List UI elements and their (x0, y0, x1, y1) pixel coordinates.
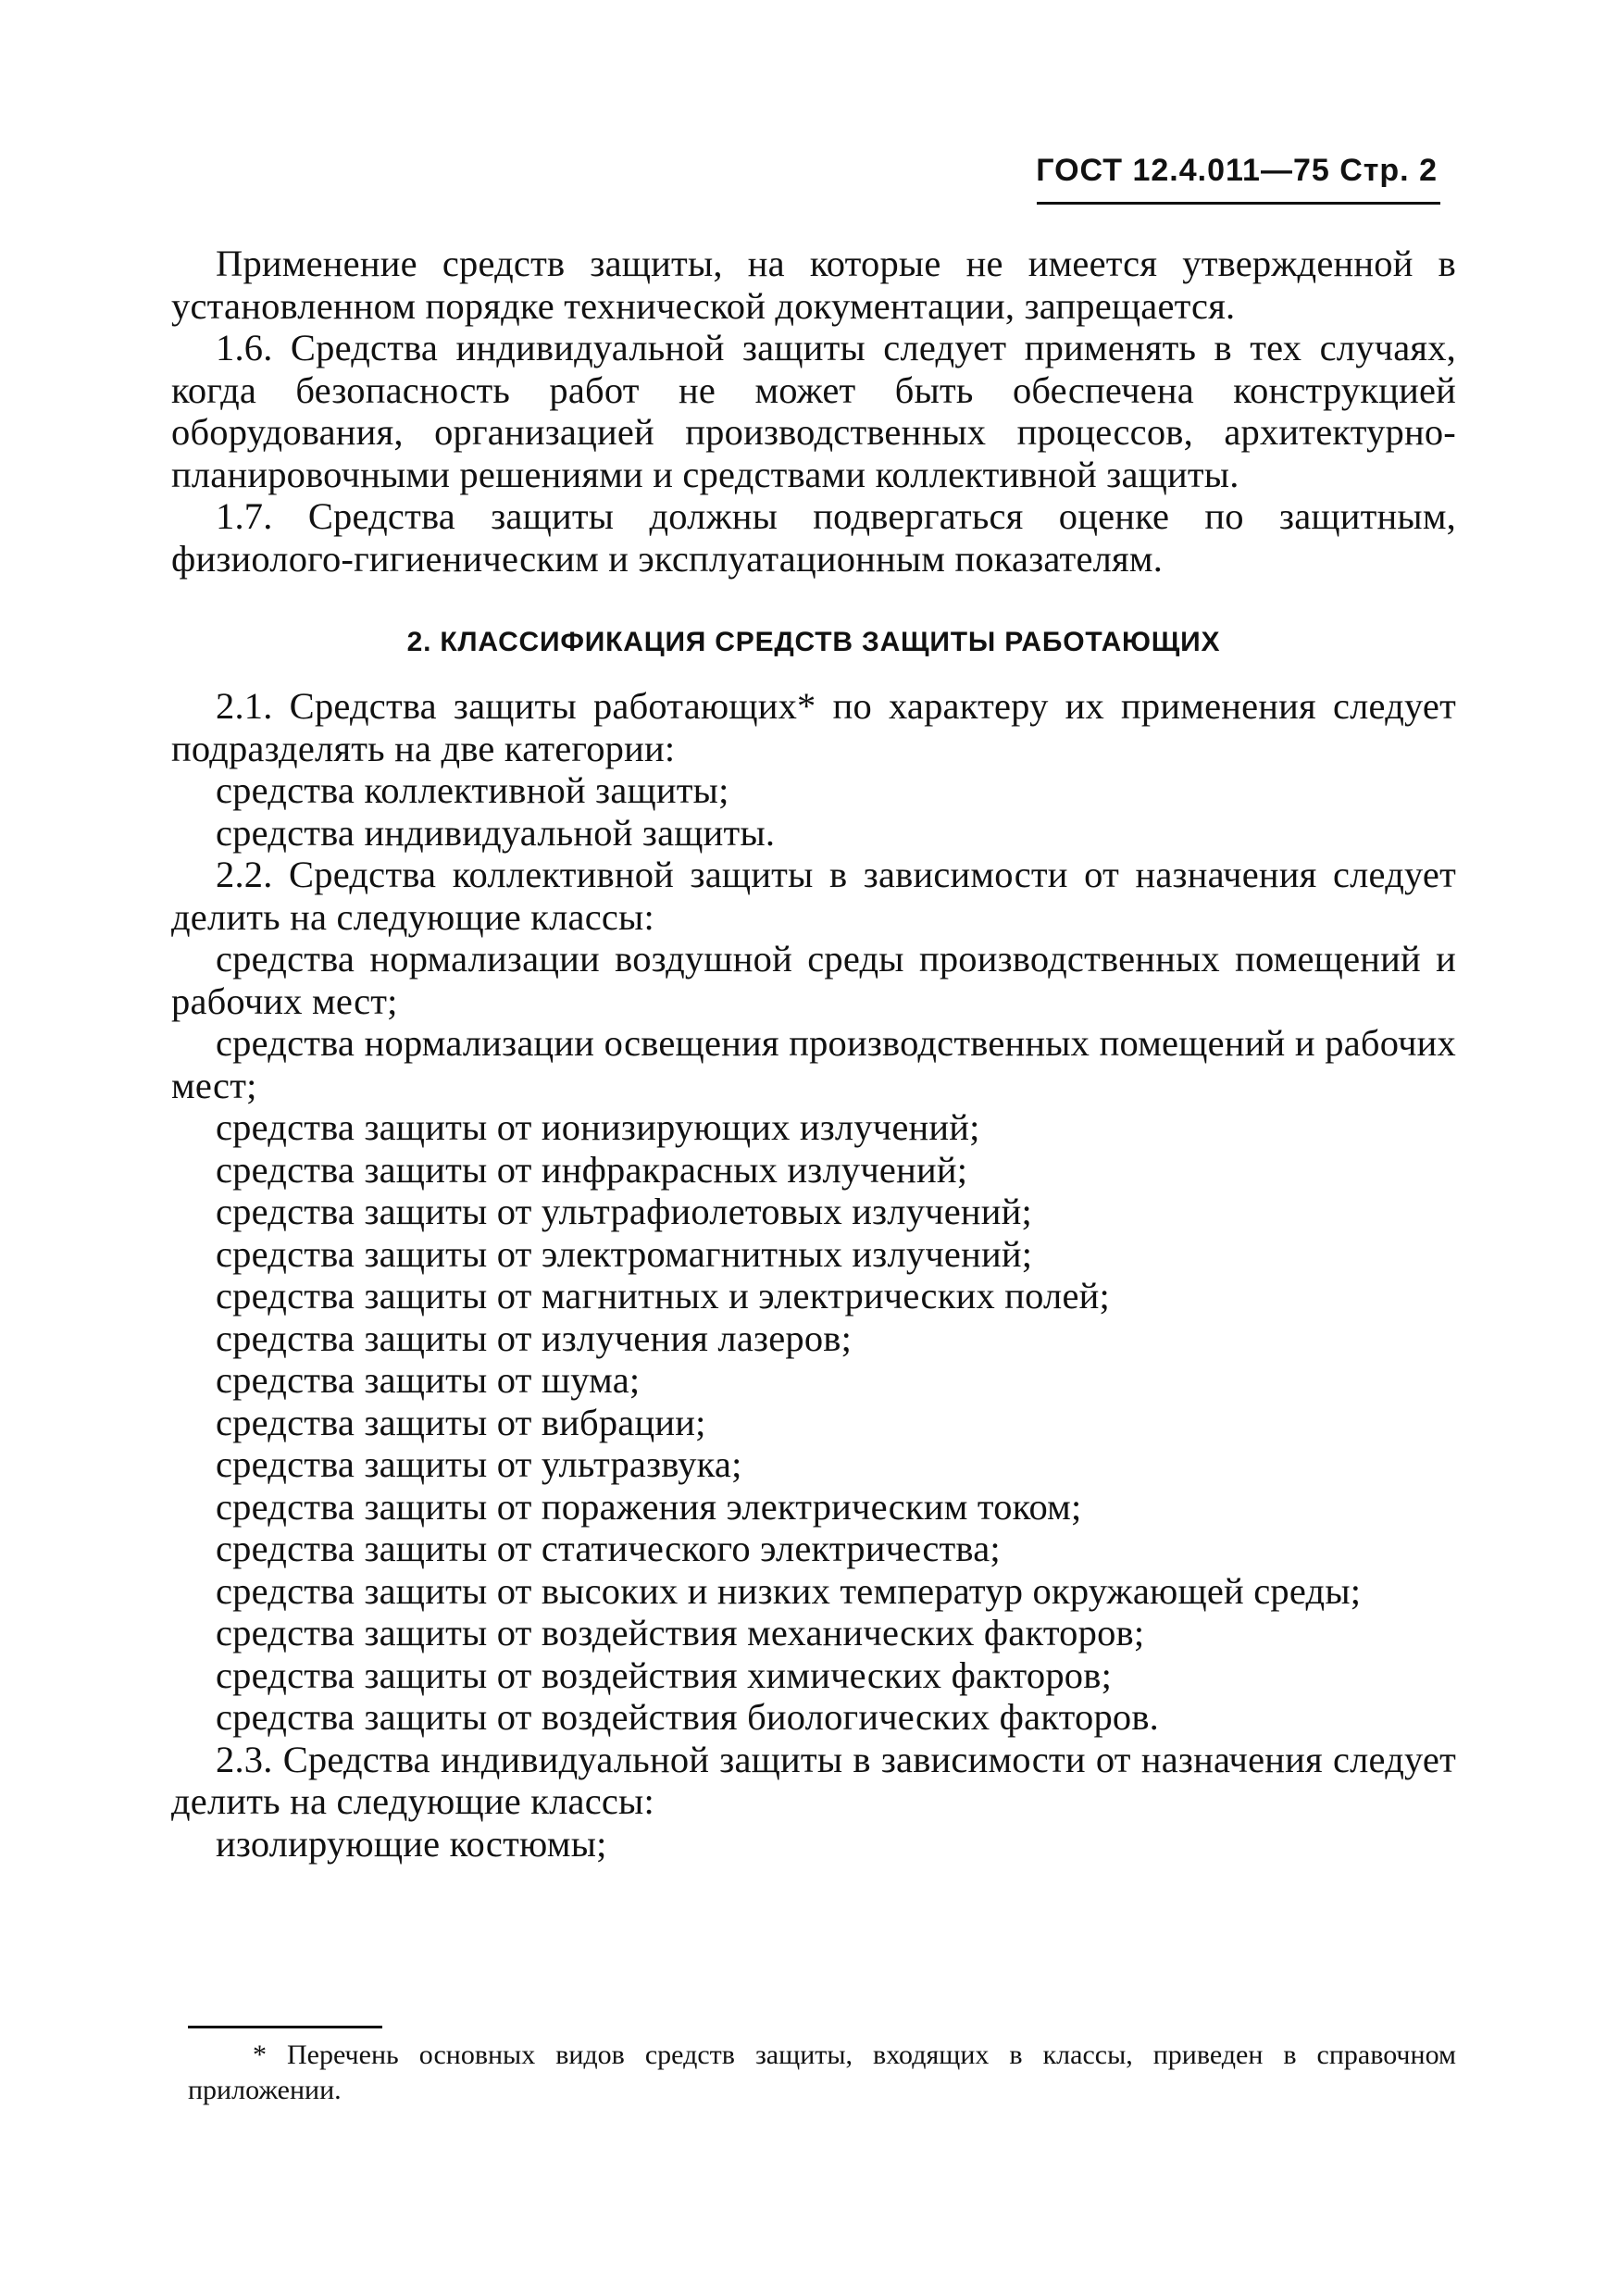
collective-class-item: средства защиты от ионизирующих излучений; (216, 1106, 980, 1148)
paragraph-2-2: 2.2. Средства коллективной защиты в зависимости от назначения следует делить на следующие классы: (171, 854, 1456, 938)
collective-class-item: средства защиты от ультрафиолетовых излучений; (216, 1191, 1032, 1232)
collective-class-item: средства защиты от воздействия механических факторов; (216, 1612, 1145, 1653)
collective-class-item: средства защиты от статического электричества; (216, 1528, 1001, 1569)
section-heading: 2. КЛАССИФИКАЦИЯ СРЕДСТВ ЗАЩИТЫ РАБОТАЮЩИХ (406, 627, 1221, 657)
collective-class-item: средства защиты от высоких и низких температур окружающей среды; (216, 1569, 1362, 1612)
individual-class-item: изолирующие костюмы; (216, 1822, 607, 1865)
paragraph-2-1: 2.1. Средства защиты работающих* по характеру их применения следует подразделять на две категории: (171, 685, 1456, 769)
collective-class-item: средства защиты от излучения лазеров; (216, 1316, 853, 1359)
paragraph-1-6: 1.6. Средства индивидуальной защиты следует применять в тех случаях, когда безопасность работ не может быть обеспечена конструкцией оборудования, организацией производственных процессов, архитектурно-планировочными решениями и средствами коллективной защиты. (171, 327, 1456, 495)
category-item: средства индивидуальной защиты. (216, 811, 776, 854)
category-item: средства коллективной защиты; (216, 769, 729, 811)
collective-class-item: средства нормализации освещения производственных помещений и рабочих мест; (171, 1022, 1456, 1106)
paragraph-approval: Применение средств защиты, на которые не имеется утвержденной в установленном порядке технической документации, запрещается. (171, 243, 1456, 327)
collective-class-item: средства защиты от шума; (216, 1359, 641, 1401)
main-text (171, 243, 1456, 1865)
collective-class-item: средства защиты от вибрации; (216, 1401, 706, 1443)
paragraph-1-7: 1.7. Средства защиты должны подвергаться оценке по защитным, физиолого-гигиеническим и эксплуатационным показателям. (171, 495, 1456, 580)
paragraph-2-3: 2.3. Средства индивидуальной защиты в зависимости от назначения следует делить на следующие классы: (171, 1738, 1456, 1822)
footnote-rule (188, 2026, 382, 2028)
collective-class-item: средства защиты от воздействия химических факторов; (216, 1653, 1113, 1696)
collective-class-item: средства защиты от поражения электрическим током; (216, 1485, 1082, 1528)
collective-class-item: средства защиты от магнитных и электрических полей; (216, 1275, 1110, 1316)
collective-class-item: средства защиты от ультразвука; (216, 1443, 742, 1485)
collective-class-item: средства защиты от электромагнитных излучений; (216, 1232, 1033, 1275)
collective-class-item: средства защиты от воздействия биологических факторов. (216, 1696, 1160, 1738)
collective-class-item: средства нормализации воздушной среды производственных помещений и рабочих мест; (171, 938, 1456, 1022)
footnote: * Перечень основных видов средств защиты, входящих в классы, приведен в справочном приложении. (188, 2040, 1456, 2105)
page-header: ГОСТ 12.4.011—75 Стр. 2 (1036, 153, 1438, 188)
collective-class-item: средства защиты от инфракрасных излучений; (216, 1148, 968, 1191)
header-rule (1037, 202, 1440, 205)
